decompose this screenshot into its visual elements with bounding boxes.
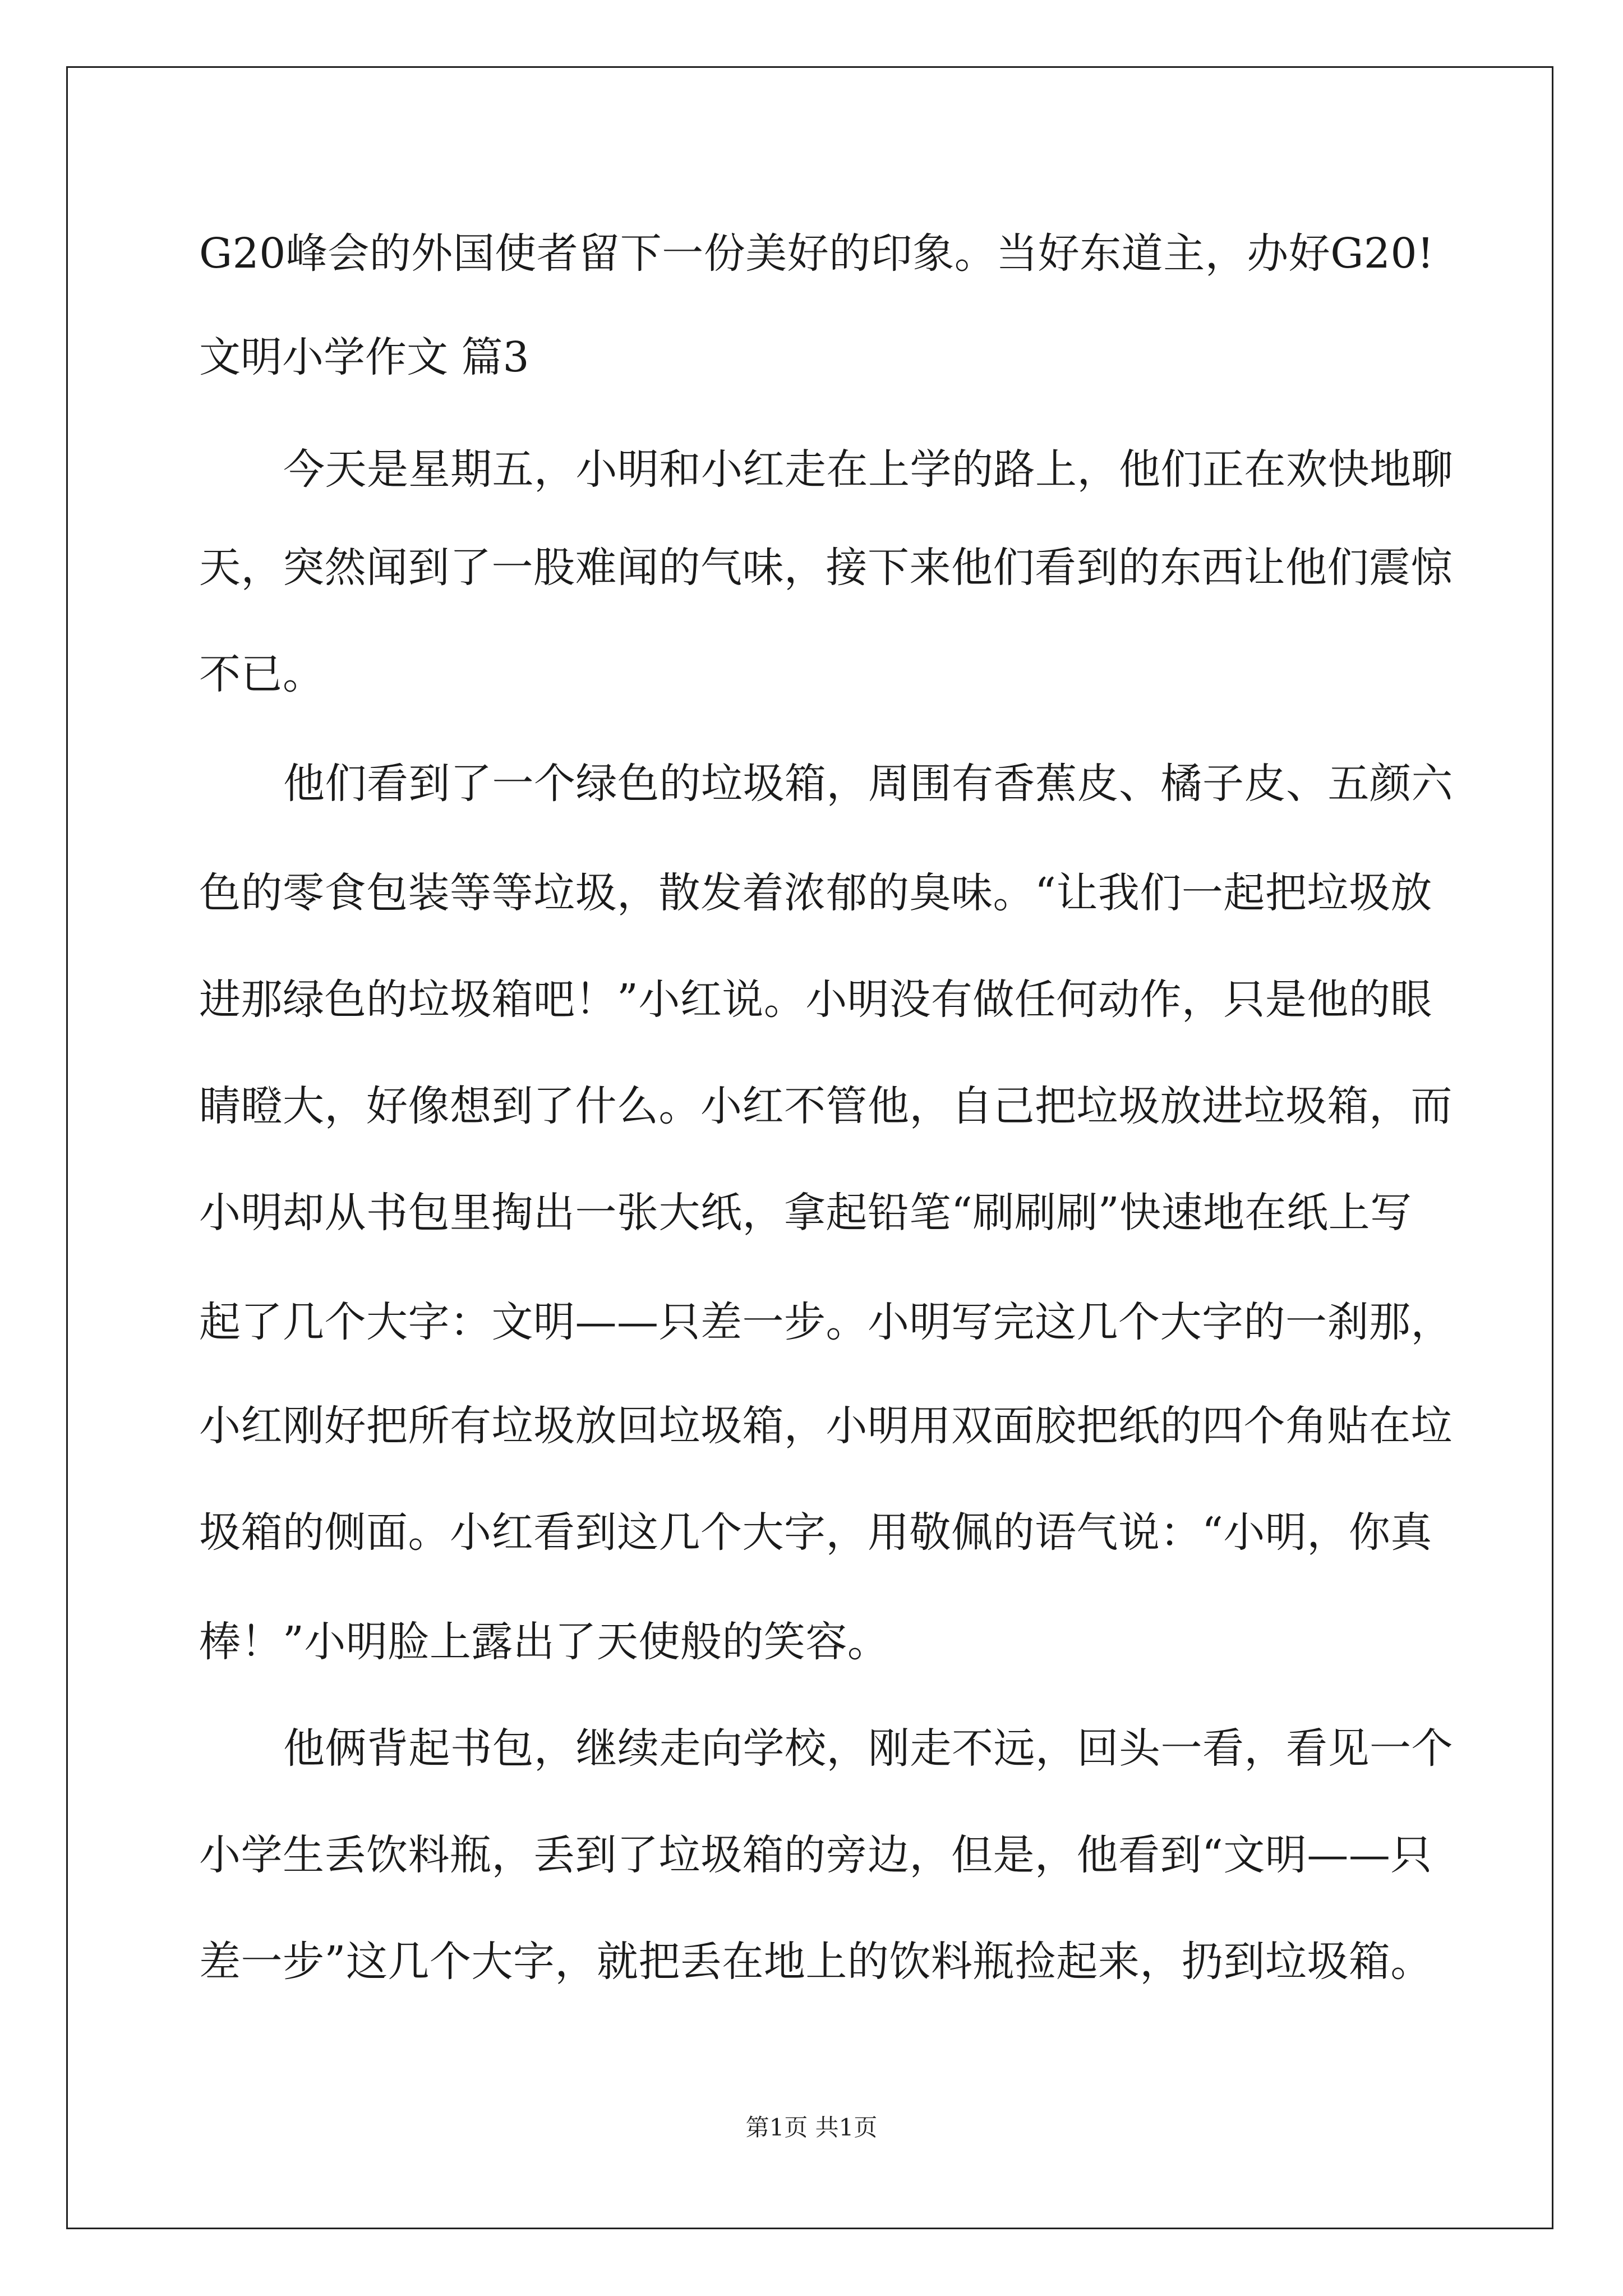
- page-footer: 第1页 共1页: [745, 2114, 878, 2141]
- paragraph-2-line-8: 圾箱的侧面。小红看到这几个大字，用敬佩的语气说：“小明，你真: [199, 1508, 1432, 1557]
- paragraph-2-line-7: 小红刚好把所有垃圾放回垃圾箱，小明用双面胶把纸的四个角贴在垃: [199, 1402, 1453, 1450]
- paragraph-2-line-4: 睛瞪大，好像想到了什么。小红不管他，自己把垃圾放进垃圾箱，而: [199, 1082, 1453, 1130]
- paragraph-1-line-1: 今天是星期五，小明和小红走在上学的路上，他们正在欢快地聊: [283, 445, 1453, 494]
- page-border: [66, 66, 1553, 2229]
- text-line-1: G20峰会的外国使者留下一份美好的印象。当好东道主，办好G20!: [199, 229, 1435, 278]
- paragraph-1-line-2: 天，突然闻到了一股难闻的气味，接下来他们看到的东西让他们震惊: [199, 544, 1453, 592]
- paragraph-3-line-2: 小学生丢饮料瓶，丢到了垃圾箱的旁边，但是，他看到“文明——只: [199, 1831, 1432, 1879]
- paragraph-2-line-6: 起了几个大字：文明——只差一步。小明写完这几个大字的一刹那，: [199, 1298, 1453, 1346]
- paragraph-3-line-1: 他俩背起书包，继续走向学校，刚走不远，回头一看，看见一个: [283, 1724, 1453, 1773]
- paragraph-2-line-9: 棒！”小明脸上露出了天使般的笑容。: [199, 1618, 889, 1666]
- paragraph-1-line-3: 不已。: [199, 650, 325, 698]
- section-heading: 文明小学作文 篇3: [199, 333, 529, 381]
- paragraph-2-line-5: 小明却从书包里掏出一张大纸，拿起铅笔“刷刷刷”快速地在纸上写: [199, 1189, 1412, 1237]
- paragraph-2-line-3: 进那绿色的垃圾箱吧！”小红说。小明没有做任何动作，只是他的眼: [199, 976, 1432, 1024]
- paragraph-3-line-3: 差一步”这几个大字，就把丢在地上的饮料瓶捡起来，扔到垃圾箱。: [199, 1938, 1432, 1986]
- paragraph-2-line-1: 他们看到了一个绿色的垃圾箱，周围有香蕉皮、橘子皮、五颜六: [283, 760, 1453, 808]
- paragraph-2-line-2: 色的零食包装等等垃圾，散发着浓郁的臭味。“让我们一起把垃圾放: [199, 869, 1432, 917]
